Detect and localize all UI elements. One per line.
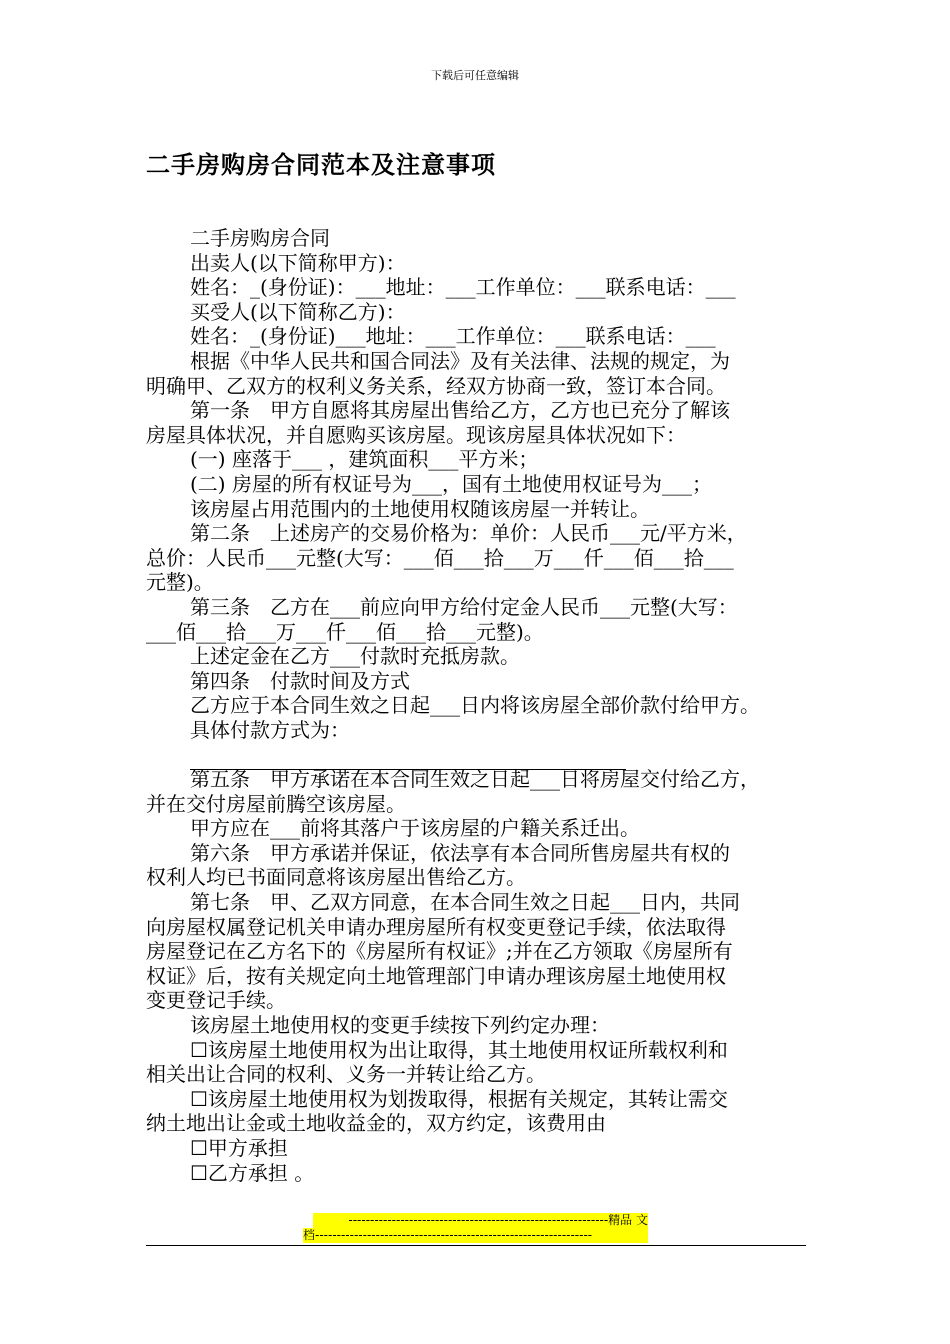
contract-line: 姓名：_(身份证)___地址：___工作单位：___联系电话：___ <box>190 324 716 349</box>
contract-line: 元整)。 <box>146 570 214 595</box>
contract-line: 明确甲、乙双方的权利义务关系，经双方协商一致，签订本合同。 <box>146 373 726 398</box>
contract-line: 买受人(以下简称乙方)： <box>190 299 406 324</box>
contract-line: 甲方应在___前将其落户于该房屋的户籍关系迁出。 <box>190 816 640 841</box>
contract-line: (一) 座落于___ ，建筑面积___平方米； <box>190 447 539 472</box>
contract-line: 第五条 甲方承诺在本合同生效之日起___日将房屋交付给乙方， <box>190 767 760 792</box>
contract-line: 权利人均已书面同意将该房屋出售给乙方。 <box>146 865 526 890</box>
contract-line: 第三条 乙方在___前应向甲方给付定金人民币___元整(大写： <box>190 594 738 619</box>
contract-line: 该房屋占用范围内的土地使用权随该房屋一并转让。 <box>190 496 650 521</box>
footer-line-2: 档---------------------------------------------------------------- <box>303 1228 648 1243</box>
contract-line: 相关出让合同的权利、义务一并转让给乙方。 <box>146 1062 546 1087</box>
contract-line: ☐乙方承担 。 <box>190 1160 315 1185</box>
contract-line: 并在交付房屋前腾空该房屋。 <box>146 791 406 816</box>
contract-line: (二) 房屋的所有权证号为___，国有土地使用权证号为___； <box>190 471 712 496</box>
document-title: 二手房购房合同范本及注意事项 <box>146 150 496 179</box>
bottom-divider <box>146 1245 806 1246</box>
contract-line: 第二条 上述房产的交易价格为：单价：人民币___元/平方米， <box>190 521 747 546</box>
contract-line: 纳土地出让金或土地收益金的，双方约定，该费用由 <box>146 1111 606 1136</box>
contract-line: 权证》后，按有关规定向土地管理部门申请办理该房屋土地使用权 <box>146 963 726 988</box>
contract-line: 该房屋土地使用权的变更手续按下列约定办理： <box>190 1013 610 1037</box>
contract-line: ☐甲方承担 <box>190 1135 288 1160</box>
contract-line: 第一条 甲方自愿将其房屋出售给乙方，乙方也已充分了解该 <box>190 398 730 423</box>
contract-line: 向房屋权属登记机关申请办理房屋所有权变更登记手续，依法取得 <box>146 914 726 939</box>
contract-line: 变更登记手续。 <box>146 988 286 1013</box>
contract-line: 第四条 付款时间及方式 <box>190 668 410 693</box>
contract-line: 具体付款方式为： <box>190 717 350 742</box>
contract-line: 第六条 甲方承诺并保证，依法享有本合同所售房屋共有权的 <box>190 840 730 865</box>
contract-line: 出卖人(以下简称甲方)： <box>190 250 406 275</box>
contract-line: 姓名：_(身份证)：___地址：___工作单位：___联系电话：___ <box>190 275 736 300</box>
contract-line: 乙方应于本合同生效之日起___日内将该房屋全部价款付给甲方。 <box>190 693 760 718</box>
contract-line: 根据《中华人民共和国合同法》及有关法律、法规的规定，为 <box>190 348 730 373</box>
contract-line: 二手房购房合同 <box>190 226 330 250</box>
contract-line: 房屋登记在乙方名下的《房屋所有权证》;并在乙方领取《房屋所有 <box>146 939 733 964</box>
payment-method-blank-line <box>190 769 626 770</box>
contract-line: 第七条 甲、乙双方同意，在本合同生效之日起___日内，共同 <box>190 890 740 915</box>
contract-line: 房屋具体状况，并自愿购买该房屋。现该房屋具体状况如下： <box>146 422 686 447</box>
footer-line-1: ------------------------------------------------------------精品 文 <box>313 1213 648 1228</box>
contract-line <box>146 742 810 767</box>
contract-body <box>146 226 810 1185</box>
contract-line: 总价：人民币___元整(大写：___佰___拾___万___仟___佰___拾___ <box>146 545 734 570</box>
contract-line: 上述定金在乙方___付款时充抵房款。 <box>190 644 520 669</box>
contract-line: ☐该房屋土地使用权为划拨取得，根据有关规定，其转让需交 <box>190 1086 728 1111</box>
contract-line: ___佰___拾___万___仟___佰___拾___元整)。 <box>146 619 544 644</box>
header-note: 下载后可任意编辑 <box>431 69 519 82</box>
footer-watermark <box>303 1213 648 1243</box>
contract-line: ☐该房屋土地使用权为出让取得，其土地使用权证所载权利和 <box>190 1037 728 1062</box>
